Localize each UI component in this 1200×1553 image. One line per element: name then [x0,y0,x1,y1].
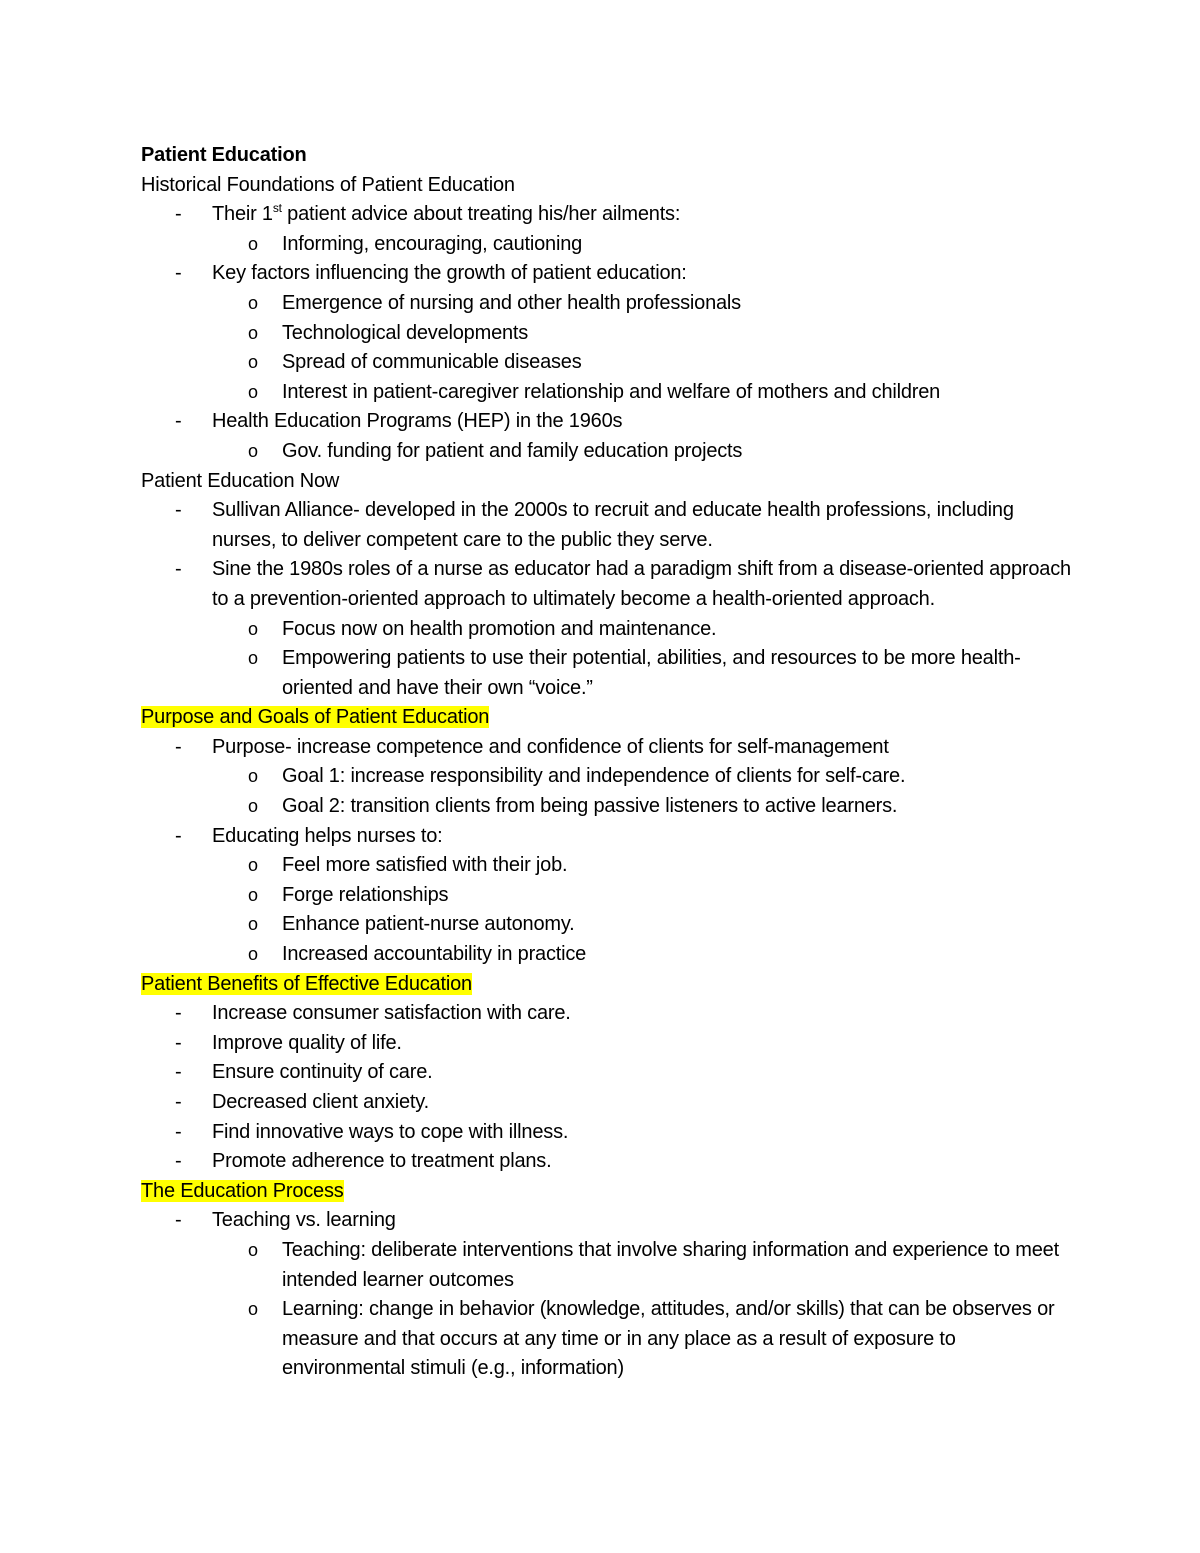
sub-list-item-text: Informing, encouraging, cautioning [282,232,583,255]
circle-bullet-marker: o [248,381,258,402]
dash-marker: - [175,735,182,758]
sub-list-item [141,792,1081,822]
sub-list-item [141,437,1081,467]
sub-list-item [141,378,1081,408]
circle-bullet-marker: o [248,233,258,254]
sub-list-item [141,230,1081,260]
list-item [141,1088,1081,1118]
list-item-text: Health Education Programs (HEP) in the 1960s [212,410,623,433]
sub-list-item-text: Goal 2: transition clients from being passive listeners to active learners. [282,795,898,818]
list-item-text [212,200,1081,230]
section-heading-text: Purpose and Goals of Patient Education [141,706,490,729]
sub-list-item-text: Increased accountability in practice [282,943,587,966]
list-item [141,733,1081,763]
sub-list-item-text: Focus now on health promotion and maintenance. [282,617,717,640]
list-item-text: Ensure continuity of care. [212,1061,433,1084]
dash-marker: - [175,1209,182,1232]
list-item-text: Educating helps nurses to: [212,824,443,847]
section-heading-text: The Education Process [141,1179,344,1202]
list-item [141,555,1081,614]
sub-list-item [141,1295,1081,1384]
section-heading-text: Historical Foundations of Patient Education [141,173,515,196]
dash-marker: - [175,1031,182,1054]
circle-bullet-marker: o [248,766,258,787]
list-item-text: Key factors influencing the growth of patient education: [212,262,687,285]
dash-marker: - [175,1061,182,1084]
dash-marker: - [175,499,182,522]
circle-bullet-marker: o [248,944,258,965]
section-heading-text: Patient Education Now [141,469,340,492]
sub-list-item [141,348,1081,378]
circle-bullet-marker: o [248,914,258,935]
dash-marker: - [175,824,182,847]
section-heading-text: Patient Benefits of Effective Education [141,972,472,995]
section-heading [141,467,1081,497]
sub-list-item-text: Emergence of nursing and other health professionals [282,291,741,314]
list-item [141,1029,1081,1059]
sub-list-item-text: Gov. funding for patient and family education projects [282,439,743,462]
document-body [141,141,1081,1384]
list-item-text: Sine the 1980s roles of a nurse as educator had a paradigm shift from a disease-oriented approach to a prevention-oriented approach to ultimately become a health-oriented approach. [212,558,1071,610]
sub-list-item-text: Empowering patients to use their potential, abilities, and resources to be more health-oriented and have their own “voice.” [282,647,1021,699]
list-item-text: Promote adherence to treatment plans. [212,1150,552,1173]
sub-list-item [141,762,1081,792]
sub-list-item-text: Learning: change in behavior (knowledge, attitudes, and/or skills) that can be observes or measure and that occurs at any time or in any place as a result of exposure to environmental stimuli (e.g., information) [282,1298,1055,1380]
document-title: Patient Education [141,144,307,166]
list-item [141,407,1081,437]
dash-marker: - [175,262,182,285]
circle-bullet-marker: o [248,618,258,639]
sub-list-item [141,1236,1081,1295]
sub-list-item [141,644,1081,703]
circle-bullet-marker: o [248,440,258,461]
list-item-text: Purpose- increase competence and confidence of clients for self-management [212,735,889,758]
list-item [141,496,1081,555]
dash-marker: - [175,1150,182,1173]
section-heading [141,1177,1081,1207]
sub-list-item [141,319,1081,349]
sub-list-item-text: Enhance patient-nurse autonomy. [282,913,575,936]
dash-marker: - [175,1091,182,1113]
section-heading [141,703,1081,733]
list-item-text: Decreased client anxiety. [212,1091,429,1113]
list-item [141,1058,1081,1088]
sub-list-item [141,851,1081,881]
list-item [141,259,1081,289]
sub-list-item-text: Feel more satisfied with their job. [282,854,568,877]
list-item [141,1147,1081,1177]
circle-bullet-marker: o [248,352,258,373]
dash-marker: - [175,558,182,581]
sub-list-item [141,940,1081,970]
sub-list-item-text: Teaching: deliberate interventions that involve sharing information and experience to meet intended learner outcomes [282,1238,1059,1291]
sub-list-item [141,289,1081,319]
list-item-text: Increase consumer satisfaction with care. [212,1002,571,1025]
sub-list-item [141,910,1081,940]
dash-marker: - [175,1002,182,1025]
sub-list-item-text: Technological developments [282,321,529,344]
list-item-text-start: Their 1 [212,203,273,226]
list-item-text: Sullivan Alliance- developed in the 2000s to recruit and educate health professions, including nurses, to deliver competent care to the public they serve. [212,499,1014,551]
circle-bullet-marker: o [248,322,258,343]
list-item [141,1118,1081,1148]
section-heading [141,171,1081,201]
sub-list-item-text: Interest in patient-caregiver relationship and welfare of mothers and children [282,380,941,403]
list-item-text: Teaching vs. learning [212,1209,396,1232]
sub-list-item [141,881,1081,911]
circle-bullet-marker: o [248,855,258,876]
sub-list-item-text: Spread of communicable diseases [282,351,582,374]
dash-marker: - [175,1120,182,1143]
dash-marker: - [175,410,182,433]
sub-list-item-text: Forge relationships [282,883,449,906]
list-item [141,999,1081,1029]
circle-bullet-marker: o [248,292,258,313]
dash-marker: - [175,203,182,226]
circle-bullet-marker: o [248,648,258,669]
circle-bullet-marker: o [248,796,258,817]
list-item [141,822,1081,852]
circle-bullet-marker: o [248,1239,258,1260]
sub-list-item-text: Goal 1: increase responsibility and independence of clients for self-care. [282,765,906,788]
list-item-text: Find innovative ways to cope with illness. [212,1120,569,1143]
circle-bullet-marker: o [248,1299,258,1320]
list-item-text-end: patient advice about treating his/her ailments: [281,203,681,226]
ordinal-superscript: st [272,201,282,216]
circle-bullet-marker: o [248,884,258,905]
list-item-text: Improve quality of life. [212,1031,402,1054]
section-heading [141,970,1081,1000]
list-item [141,200,1081,230]
list-item [141,1206,1081,1236]
sub-list-item [141,615,1081,645]
